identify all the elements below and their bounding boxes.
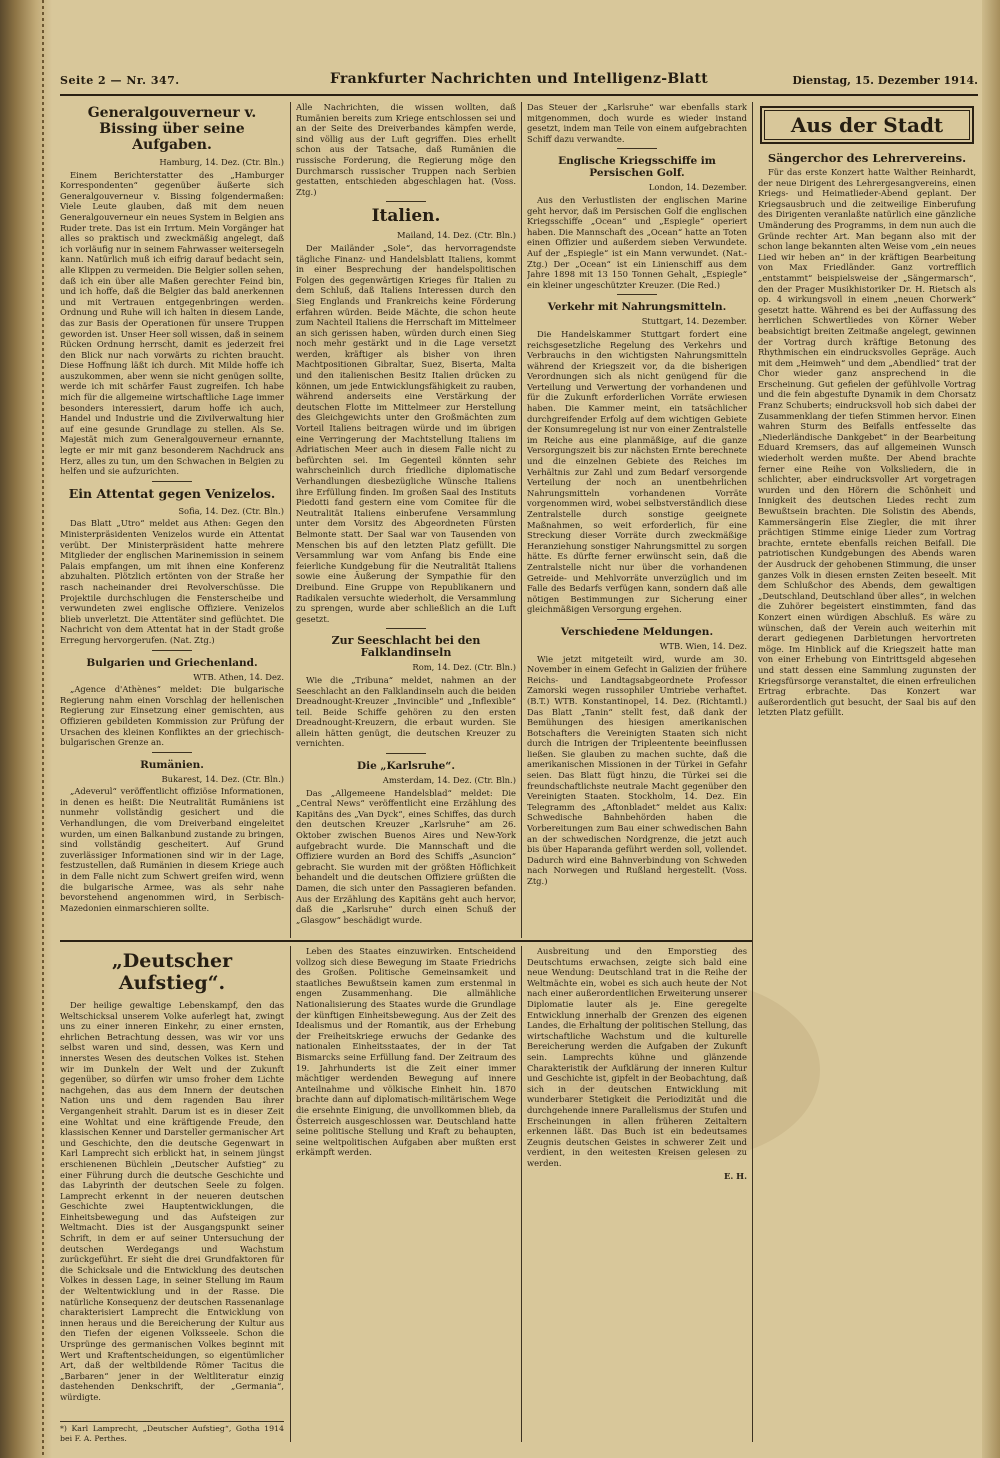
feature-text: Leben des Staates einzuwirken. Entscheidend vollzog sich diese Bewegung im Staate Friedrichs des Großen. Politische Gemeinsamkeit und staatliches Bewußtsein kamen zum erstenmal in engen Zusammenhang. Die allmähliche Nationalisierung des Staates wurde die Grundlage der künftigen Einheitsbewegung. Aus der Zeit des Idealismus und der Romantik, aus der Erhebung der Freiheitskriege erwuchs der Gedanke des nationalen Einheitsstaates, der in der Tat Bismarcks seine Erfüllung fand. Der Zeitraum des 19. Jahrhunderts ist die Zeit einer immer mächtiger werdenden Bewegung auf innere Anteilnahme und völkische Einheit hin. 1870 brachte dann auf diplomatisch-militärischem Wege die ersehnte Einigung, die unvollkommen blieb, da Österreich ausgeschlossen war. Deutschland hatte seine politische Stellung und Kraft zu behaupten, seine weltpolitischen Aufgaben aber mußten erst erkämpft werden. — [296, 946, 516, 1158]
article-text: „Agence d'Athènes“ meldet: Die bulgarische Regierung nahm einen Vorschlag der hellenischen Regierung zur Einsetzung einer gemischten, aus Offizieren gebildeten Kommission zur Prüfung der Ursachen des kleinen Konfliktes an der griechisch-bulgarischen Grenze an. — [60, 684, 284, 748]
dateline: Mailand, 14. Dez. (Ctr. Bln.) — [397, 230, 516, 241]
article-text: Der Mailänder „Sole“, das hervorragendste tägliche Finanz- und Handelsblatt Italiens, kommt in einer Besprechung der handelspolitischen Folgen des gegenwärtigen Krieges für Italien zu dem Schluß, daß Italiens Interessen durch den Sieg Englands und Frankreichs keine Förderung erfahren würden. Beide Mächte, die schon heute zum Nachteil Italiens die Herrschaft im Mittelmeer an sich gerissen haben, würden durch einen Sieg noch mehr gestärkt und in die Lage versetzt werden, kräftiger als bisher von ihren Machtpositionen Gibraltar, Suez, Biserta, Malta und den italienischen Besitz Italien drücken zu können, um jede Entwicklungsfähigkeit zu rauben, während anderseits eine Verstärkung der deutschen Flotte im Mittelmeer zur Herstellung des Gleichgewichts unter den Großmächten zum Vorteil Italiens beitragen würde und im übrigen eine Verringerung der Machtstellung Italiens im Adriatischen Meer auch in diesem Falle nicht zu befürchten sei. Im Gegenteil könnten sehr wahrscheinlich durch friedliche diplomatische Verhandlungen diesbezügliche Wünsche Italiens ihre Erfüllung finden. Im großen Saal des Instituts Piedotti fand gestern eine vom Comitee für die Neutralität Italiens einberufene Versammlung unter dem Vorsitz des Abgeordneten Fürsten Belmonte statt. Der Saal war von Tausenden von Menschen bis auf den letzten Platz gefüllt. Die Versammlung war vom Anfang bis Ende eine feierliche Kundgebung für die Neutralität Italiens sowie eine Äußerung der Sympathie für den Dreibund. Eine Gruppe von Republikanern und Radikalen versuchte wiederholt, die Versammlung zu sprengen, wurde aber schließlich an die Luft gesetzt. — [296, 242, 516, 624]
section-rule — [60, 940, 752, 942]
article-separator — [152, 752, 192, 753]
newspaper-title: Frankfurter Nachrichten und Intelligenz-Blatt — [330, 71, 708, 87]
footnote: *) Karl Lamprecht, „Deutscher Aufstieg“, Gotha 1914 bei F. A. Perthes. — [60, 1421, 284, 1444]
column-1 — [60, 102, 284, 938]
column-divider — [290, 102, 291, 938]
column-4 — [758, 102, 976, 1442]
article-title: Sängerchor des Lehrervereins. — [767, 151, 967, 165]
column-divider — [752, 102, 753, 1442]
dateline: Amsterdam, 14. Dez. (Ctr. Bln.) — [382, 775, 516, 786]
article-title: Zur Seeschlacht bei den Falklandinseln — [331, 634, 481, 660]
dateline: London, 14. Dezember. — [648, 182, 747, 193]
dateline: WTB. Athen, 14. Dez. — [193, 671, 284, 682]
page-edge — [982, 0, 1000, 1458]
column-divider — [521, 946, 522, 1442]
article-separator — [152, 650, 192, 651]
feature-text: Der heilige gewaltige Lebenskampf, den das Weltschicksal unserem Volke auferlegt hat, zwingt uns zu einer inneren Einkehr, zu einer ernsten, ehrlichen Betrachtung dessen, was wir vor uns selbst waren und sind, dessen, was Kern und innerstes Wesen des deutschen Volkes ist. Stehen wir im Dunkeln der Welt und der Zukunft gegenüber, so dürfen wir umso froher dem Lichte nachgehen, das aus dem Innern der deutschen Nation uns und dem ragenden Bau ihrer Vergangenheit strahlt. Darum ist es in dieser Zeit eine Wohltat und eine kräftigende Freude, den klassischen Kenner und Darsteller germanischer Art und Geschichte, den die deutsche Gegenwart in Karl Lamprecht sich erblickt hat, in seinem jüngst erschienenen Büchlein „Deutscher Aufstieg“ zu einer Führung durch die deutsche Geschichte und das Labyrinth der deutschen Seele zu folgen. Lamprecht erkennt in der neueren deutschen Geschichte zwei Hauptentwicklungen, die Einheitsbewegung und das Aufsteigen zur Weltmacht. Dies ist der Ausgangspunkt seiner Schrift, in dem er auf seiner Untersuchung der deutschen Werdegangs und Wachstum zurückgeführt. Er sieht die drei Grundfaktoren für die Schicksale und die Entwicklung des deutschen Volkes in dessen Lage, in seiner Stellung im Raum der Weltentwicklung und in der Rasse. Die natürliche Konsequenz der deutschen Rassenanlage charakterisiert Lamprecht die Entwicklung von innen heraus und die Bereicherung der Kultur aus den Tiefen der eigenen Volksseele. Schon die Ursprünge des germanischen Volkes beginnt mit Wert und Kraftentscheidungen, so eigentümlicher Art, daß der weltbildende Römer Tacitus die „Barbaren“ jener in der Weltliteratur einzig dastehenden Denkschrift, der „Germania“, würdigte. — [60, 1000, 284, 1402]
article-title: Englische Kriegsschiffe im Persischen Golf. — [558, 155, 716, 180]
feature-column-1 — [60, 946, 284, 1446]
article-title: Rumänien. — [140, 758, 204, 771]
feature-column-2 — [296, 946, 516, 1446]
dateline: Stuttgart, 14. Dezember. — [641, 316, 747, 327]
article-separator — [617, 294, 657, 295]
article-text: Die Handelskammer Stuttgart fordert eine reichsgesetzliche Regelung des Verkehrs und Verbrauchs in den wichtigsten Nahrungsmitteln während der Kriegszeit vor, da die bisherigen Verordnungen sich als nicht genügend für die Verteilung und Verwertung der vorhandenen und für die Zukunft erforderlichen Vorräte erwiesen haben. Die Kammer meint, ein tatsächlicher durchgreifender Erfolg auf dem wichtigen Gebiete der Konsumregelung ist nur von einer Zentralstelle im Reiche aus eine planmäßige, auf die ganze Versorgungszeit bis zur nächsten Ernte berechnete und die einzelnen Gebiete des Reiches im Verhältnis zur Zahl und zum Bedarf versorgende Verteilung der noch an unentbehrlichen Nahrungsmitteln vorhandenen Vorräte vorgenommen wird, wobei selbstverständlich diese Zentralstelle durch sonstige geeignete Maßnahmen, so weit erforderlich, für eine Streckung dieser Vorräte durch zweckmäßige Heranziehung sonstiger Nahrungsmittel zu sorgen hätte. Es dürfte ferner erwünscht sein, daß die Zentralstelle nicht nur über die vorhandenen Getreide- und Mehlvorräte unverzüglich und im Falle des Bedarfs verfügen kann, sondern daß alle nötigen Bestimmungen zur Sicherung einer gleichmäßigen Versorgung ergehen. — [527, 328, 747, 615]
page-header — [60, 70, 978, 92]
article-separator — [386, 628, 426, 629]
column-2 — [296, 102, 516, 938]
article-title: Italien. — [371, 206, 441, 227]
dateline: WTB. Wien, 14. Dez. — [659, 640, 747, 651]
article-text: Das Steuer der „Karlsruhe“ war ebenfalls stark mitgenommen, doch wurde es wieder instand gesetzt, indem man Teile von einem aufgebrachten Schiff dazu verwandte. — [527, 102, 747, 144]
book-binding — [0, 0, 52, 1458]
article-title: Verschiedene Meldungen. — [560, 625, 714, 638]
dateline: Sofia, 14. Dez. (Ctr. Bln.) — [178, 505, 284, 516]
article-title: Generalgouverneur v. Bissing über seine Aufgaben. — [87, 105, 257, 153]
author-signature: E. H. — [723, 1171, 747, 1182]
column-divider — [521, 102, 522, 938]
page-content — [60, 58, 978, 1448]
dateline: Hamburg, 14. Dez. (Ctr. Bln.) — [159, 157, 284, 167]
article-text: Einem Berichterstatter des „Hamburger Korrespondenten“ gegenüber äußerte sich Generalgouverneur v. Bissing folgendermaßen: Viele Leute glauben, daß mit dem neuen Generalgouverneur ein neues System in Belgien ans Ruder trete. Das ist ein Irrtum. Mein Vorgänger hat alles so praktisch und zweckmäßig angelegt, daß ich vorläufig nur in seinem Fahrwasser weitersegeln kann. Natürlich muß ich eifrig darauf bedacht sein, alle Klippen zu vermeiden. Die Belgier sollen sehen, daß ich ein über alle Maßen gerechter Feind bin, und ich hoffe, daß die Belgier das bald anerkennen und mit Vertrauen entgegenbringen werden. Ordnung und Ruhe will ich halten in diesem Lande, das zur Basis der Operationen für unsere Truppen geworden ist. Unser Heer soll wissen, daß in seinem Rücken Ordnung herrscht, damit es jederzeit frei den Blick nur nach vorwärts zu richten braucht. Diese Hoffnung läßt ich durch. Mit Milde hoffe ich auszukommen, aber wenn sie nicht genügen sollte, werde ich mit schärfer Faust zugreifen. Ich habe mich für die allgemeine wirtschaftliche Lage immer besonders interessiert, darum hoffe ich auch, Handel und Industrie und die Zivilverwaltung hier auf eine gesunde Grundlage zu stellen. Als Se. Majestät mich zum Generalgouverneur ernannte, legte er mir mit ganz besonderem Nachdruck ans Herz, alles zu tun, um den Schwachen in Belgien zu helfen und sie aufzurichten. — [60, 169, 284, 477]
dateline: Rom, 14. Dez. (Ctr. Bln.) — [412, 662, 516, 673]
dateline: Bukarest, 14. Dez. (Ctr. Bln.) — [161, 773, 284, 784]
article-title: Ein Attentat gegen Venizelos. — [68, 485, 276, 501]
article-text: Für das erste Konzert hatte Walther Reinhardt, der neue Dirigent des Lehrergesangvereins, einen Kriegs- und Heimatlieder-Abend geplant. Der Kriegsausbruch und die zeitweilige Einberufung des Dirigenten veranlaßte natürlich eine gänzliche Umänderung des Programms, in dem nun auch die Gründe rechter Art. Man begann also mit der schon lange bekannten alten Weise vom „ein neues Lied wir heben an“ in der kräftigen Bearbeitung von Max Friedländer. Ganz vortrefflich „entstammt“ beispielsweise der „Sängermarsch“, den der Prager Musikhistoriker Dr. H. Rietsch als op. 4 wirkungsvoll in einem „neuen Chorwerk“ gesetzt hatte. Während es bei der Auffassung des herrlichen Schwertliedes von Körner Weber beabsichtigt breiten Zeitmaße angelegt, gewinnen der Vortrag durch kräftige Betonung des Rhythmischen ein eindrucksvolles Gepräge. Auch mit dem „Heimweh“ und dem „Abendlied“ trat der Chor wieder ganz ansprechend in die Erscheinung. Gut gefielen der gefühlvolle Vortrag und die fein abgestufte Dynamik in dem Chorsatz Franz Schuberts; eindrucksvoll hob sich dabei der Zusammenklang der tiefen Stimmen hervor. Einen wahren Sturm des Beifalls entfesselte das „Niederländische Dankgebet“ in der Bearbeitung Eduard Kremsers, das auf allgemeinen Wunsch wiederholt werden mußte. Der Abend brachte ferner eine Reihe von Volksliedern, die in schlichter, aber eindrucksvoller Art vorgetragen wurden und den Hörern die Schönheit und Innigkeit des deutschen Liedes recht zum Bewußtsein brachten. Die Solistin des Abends, Kammersängerin Else Ziegler, die mit ihrer prächtigen Stimme einige Lieder zum Vortrag brachte, erntete ebenfalls reichen Beifall. Die patriotischen Kundgebungen des Abends waren der Ausdruck der gehobenen Stimmung, die unser ganzes Volk in diesen ernsten Zeiten beseelt. Mit dem Schlußchor des Abends, dem gewaltigen „Deutschland, Deutschland über alles“, in welchen die Zuhörer begeistert einstimmten, fand das Konzert einen würdigen Abschluß. Es wäre zu wünschen, daß der Verein auch weiterhin mit derart gediegenen Darbietungen hervortreten möge. Im Hinblick auf die Kriegszeit hatte man von einer Erhebung von Eintrittsgeld abgesehen und statt dessen eine Sammlung zugunsten der Kriegsfürsorge veranstaltet, die einen erfreulichen Ertrag erbrachte. Das Konzert war außerordentlich gut besucht, der Saal bis auf den letzten Platz gefüllt. — [758, 167, 976, 718]
article-separator — [386, 753, 426, 754]
column-divider — [290, 946, 291, 1442]
feature-text: Ausbreitung und den Emporstieg des Deutschtums erwachsen, zeigte sich bald eine neue Wendung: Deutschland trat in die Reihe der Weltmächte ein, wobei es sich auch heute der Not nach einer außerordentlichen Erweiterung unserer Diplomatie lauter als je. Eine geregelte Entwicklung innerhalb der Grenzen des eigenen Landes, die Erhaltung der politischen Stellung, das wirtschaftliche Wachstum und die kulturelle Bereicherung werden die Aufgaben der Zukunft sein. Lamprechts kühne und glänzende Charakteristik der Aufklärung der inneren Kultur und Geschichte ist, gipfelt in der Beobachtung, daß sich in der deutschen Entwicklung mit wunderbarer Stetigkeit die Periodizität und die durchgehende innere Parallelismus der Stufen und Erscheinungen in allen früheren Zeitaltern erkennen läßt. Das Buch ist ein bedeutsames Zeugnis deutschen Geistes in schwerer Zeit und verdient, in den weitesten Kreisen gelesen zu werden. — [527, 946, 747, 1168]
article-text: Das „Allgemeene Handelsblad“ meldet: Die „Central News“ veröffentlicht eine Erzählung des Kapitäns des „Van Dyck“, eines Schiffes, das durch den deutschen Kreuzer „Karlsruhe“ am 26. Oktober zwischen Buenos Aires und New-York aufgebracht wurde. Die Mannschaft und die Offiziere wurden an Bord des Schiffs „Asuncion“ gebracht. Sie wurden mit der größten Höflichkeit behandelt und die deutschen Offiziere grüßten die Damen, die sich unter den Passagieren befanden. Aus der Erzählung des Kapitäns geht auch hervor, daß die „Karlsruhe“ durch einen Schuß der „Glasgow“ beschädigt wurde. — [296, 787, 516, 925]
feature-column-3 — [527, 946, 747, 1446]
feature-title: „Deutscher Aufstieg“. — [111, 950, 233, 994]
section-title: Aus der Stadt — [760, 106, 974, 144]
article-text: Das Blatt „Utro“ meldet aus Athen: Gegen den Ministerpräsidenten Venizelos wurde ein Attentat verübt. Der Ministerpräsident hatte mehrere Mitglieder der englischen Marinemission in seinem Palais empfangen, um mit ihnen eine Konferenz abzuhalten. Plötzlich ertönten von der Straße her rasch nacheinander drei Revolverschüsse. Die Projektile durchschlugen die Fensterscheibe und verwundeten zwei englische Offiziere. Venizelos blieb unverletzt. Die Attentäter sind geflüchtet. Die Nachricht von dem Attentat hat in der Stadt große Erregung hervorgerufen. (Nat. Ztg.) — [60, 518, 284, 645]
article-title: Bulgarien und Griechenland. — [86, 656, 258, 669]
issue-date: Dienstag, 15. Dezember 1914. — [792, 74, 978, 87]
column-3 — [527, 102, 747, 938]
footnote-block — [60, 1418, 284, 1451]
article-title: Die „Karlsruhe“. — [356, 760, 455, 773]
header-rule — [60, 94, 978, 96]
article-separator — [617, 619, 657, 620]
page-number: Seite 2 — Nr. 347. — [60, 74, 180, 87]
article-title: Verkehr mit Nahrungsmitteln. — [547, 301, 727, 314]
article-text: Wie die „Tribuna“ meldet, nahmen an der Seeschlacht an den Falklandinseln auch die beiden Dreadnought-Kreuzer „Invincible“ und „Inflexible“ teil. Beide Schiffe gehören zu den ersten Dreadnought-Kreuzern, die erbaut wurden. Sie allein hätten genügt, die deutschen Kreuzer zu vernichten. — [296, 674, 516, 749]
article-separator — [386, 201, 426, 202]
article-separator — [617, 148, 657, 149]
article-text: Wie jetzt mitgeteilt wird, wurde am 30. November in einem Gefecht in Galizien der frühere Reichs- und Landtagsabgeordnete Professor Zamorski wegen russophiler Umtriebe verhaftet. (B.T.) WTB. Konstantinopel, 14. Dez. (Richtamtl.) Das Blatt „Tanin“ stellt fest, daß dank der Bemühungen des hiesigen amerikanischen Botschafters die Vereinigten Staaten sich nicht durch die Intrigen der Tripleentente beeinflussen ließen. Sie glauben zu machen suchte, daß die amerikanischen Missionen in der Türkei in Gefahr seien. Das Blatt fügt hinzu, die Türkei sei die freundschaftlichste neutrale Macht gegenüber den Vereinigten Staaten. Stockholm, 14. Dez. Ein Telegramm des „Aftonbladet“ meldet aus Kalix: Schwedische Bahnbehörden haben die Vorbereitungen zum Bau einer schwedischen Bahn an der schwedischen Nordgrenze, die jetzt auch bis über Haparanda geführt werden soll, vollendet. Dadurch wird eine Bahnverbindung von Schweden nach Norwegen und Rußland hergestellt. (Voss. Ztg.) — [527, 653, 747, 886]
article-text: Alle Nachrichten, die wissen wollten, daß Rumänien bereits zum Kriege entschlossen sei und an der Seite des Dreiverbandes kämpfen werde, sind völlig aus der Luft gegriffen. Dies erhellt schon aus der Tatsache, daß Rumänien die russische Forderung, die Regierung möge den Durchmarsch russischer Truppen nach Serbien gestatten, entschieden abgeschlagen hat. (Voss. Ztg.) — [296, 102, 516, 197]
article-separator — [152, 481, 192, 482]
article-text: Aus den Verlustlisten der englischen Marine geht hervor, daß im Persischen Golf die englischen Kriegsschiffe „Ocean“ und „Espiegle“ operiert haben. Die Mannschaft des „Ocean“ hatte an Toten einen Offizier und außerdem sieben Verwundete. Auf der „Espiegle“ ist ein Mann verwundet. (Nat.-Ztg.) Der „Ocean“ ist ein Linienschiff aus dem Jahre 1898 mit 13 150 Tonnen Gehalt, „Espiegle“ ein kleiner ungeschützter Kreuzer. (Die Red.) — [527, 194, 747, 290]
article-text: „Adeverul“ veröffentlicht offiziöse Informationen, in denen es heißt: Die Neutralität Rumäniens ist nunmehr vollständig gesichert und die Verhandlungen, die vom Dreiverband eingeleitet wurden, um einen Balkanbund zustande zu bringen, sind vollständig gescheitert. Auf Grund zuverlässiger Informationen sind wir in der Lage, festzustellen, daß Rumänien in diesem Kriege auch in dem Falle nicht zum Schwert greifen wird, wenn die bulgarische Armee, was als sehr nahe bevorstehend angenommen wird, in Serbisch-Mazedonien einmarschieren sollte. — [60, 786, 284, 913]
